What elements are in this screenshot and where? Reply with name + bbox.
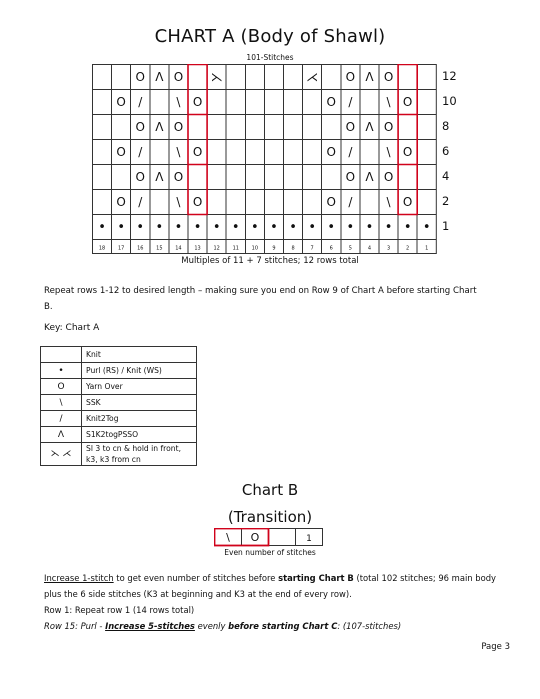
stitch-symbol: O: [116, 195, 126, 209]
stitch-symbol: O: [402, 95, 413, 109]
stitch-symbol: •: [231, 220, 240, 235]
row-label: 8: [442, 119, 450, 133]
stitch-symbol: •: [308, 220, 316, 235]
stitch-symbol: O: [383, 70, 394, 84]
stitch-symbol: •: [384, 220, 393, 235]
row-label: 10: [442, 94, 457, 108]
stitch-symbol: •: [98, 220, 106, 235]
row-label: 2: [442, 194, 450, 208]
stitch-symbol: ⋋: [210, 70, 223, 84]
stitch-symbol: O: [345, 70, 356, 84]
stitch-symbol: O: [326, 195, 336, 209]
chart-b-footer: Even number of stitches: [224, 548, 316, 557]
stitch-symbol: /: [348, 95, 353, 109]
instruction-text: to get even number of stitches before: [113, 573, 279, 583]
column-number: 13: [194, 245, 201, 252]
column-number: 5: [348, 245, 352, 252]
stitch-symbol: \: [226, 531, 230, 544]
stitch-symbol: 1: [306, 534, 312, 544]
instruction-text: evenly: [194, 621, 229, 631]
stitch-symbol: •: [174, 220, 183, 235]
stitch-symbol: /: [138, 95, 143, 109]
stitch-symbol: •: [346, 220, 355, 235]
stitch-symbol: O: [326, 95, 336, 109]
stitch-symbol: •: [155, 220, 164, 235]
key-title: Key: Chart A: [44, 323, 100, 333]
instruction-row-15: [44, 618, 514, 634]
key-row: [41, 411, 197, 427]
stitch-symbol: O: [135, 120, 145, 134]
stitch-symbol: O: [383, 120, 394, 134]
stitch-symbol: •: [289, 220, 297, 235]
stitch-symbol: O: [192, 95, 203, 109]
stitch-symbol: O: [402, 195, 413, 209]
stitch-symbol: ⋌: [306, 70, 319, 84]
column-number: 12: [213, 245, 220, 252]
key-table: [40, 346, 197, 466]
stitch-symbol: Λ: [155, 170, 164, 184]
chart-a-grid: [92, 64, 438, 256]
stitch-symbol: \: [386, 195, 391, 209]
instruction-row-1: Row 1: Repeat row 1 (14 rows total): [44, 605, 195, 615]
key-symbol: \: [41, 395, 82, 411]
stitch-symbol: •: [193, 220, 202, 235]
key-symbol: /: [41, 411, 82, 427]
stitch-symbol: •: [365, 220, 374, 235]
stitch-symbol: /: [138, 195, 143, 209]
key-symbol: ⋋ ⋌: [41, 443, 82, 466]
key-label: S1K2togPSSO: [82, 427, 197, 443]
chart-b-grid: [214, 528, 338, 548]
stitch-symbol: Λ: [155, 120, 164, 134]
stitch-symbol: \: [386, 145, 391, 159]
stitch-symbol: O: [135, 70, 145, 84]
stitch-symbol: \: [176, 195, 181, 209]
stitch-symbol: \: [176, 95, 181, 109]
stitch-symbol: O: [345, 120, 356, 134]
stitch-symbol: •: [251, 220, 259, 235]
column-number: 7: [310, 245, 314, 252]
column-number: 4: [367, 245, 372, 252]
stitch-symbol: O: [135, 170, 145, 184]
instructions: [44, 570, 514, 634]
key-row: [41, 379, 197, 395]
instruction-text: : (107-stitches): [337, 621, 402, 631]
row-label: 1: [442, 219, 450, 233]
key-symbol: [41, 347, 82, 363]
column-number: 2: [406, 245, 410, 252]
column-number: 1: [425, 245, 429, 252]
stitch-symbol: O: [192, 195, 203, 209]
stitch-symbol: •: [403, 220, 412, 235]
column-number: 9: [272, 245, 276, 252]
stitch-symbol: /: [138, 145, 143, 159]
key-symbol: Λ: [41, 427, 82, 443]
stitch-symbol: •: [422, 220, 431, 235]
column-number: 3: [386, 245, 391, 252]
column-number: 6: [329, 245, 333, 252]
chart-b-subtitle: (Transition): [227, 508, 313, 526]
stitch-symbol: O: [345, 170, 356, 184]
key-row: [41, 363, 197, 379]
stitch-symbol: O: [173, 120, 184, 134]
row-label: 4: [442, 169, 450, 183]
stitch-symbol: •: [212, 220, 221, 235]
stitch-symbol: O: [326, 145, 336, 159]
column-number: 18: [98, 245, 106, 252]
key-symbol: O: [41, 379, 82, 395]
stitch-symbol: \: [176, 145, 181, 159]
stitch-symbol: O: [402, 145, 413, 159]
starting-chart-b-text: starting Chart B: [278, 573, 354, 583]
stitch-symbol: •: [136, 220, 145, 235]
column-number: 16: [137, 245, 144, 252]
stitch-symbol: O: [383, 170, 394, 184]
key-label: Yarn Over: [82, 379, 197, 395]
row-label: 6: [442, 144, 450, 158]
stitch-symbol: /: [348, 145, 353, 159]
stitch-symbol: /: [348, 195, 353, 209]
key-row: [41, 443, 197, 466]
stitch-symbol: •: [117, 220, 125, 235]
key-row: [41, 347, 197, 363]
instruction-text: (total 102 stitches; 96 main body plus the 6 side stitches (K3 at beginning and K3 at the end of every row).: [44, 573, 496, 599]
key-label: Knit2Tog: [82, 411, 197, 427]
key-symbol: •: [41, 363, 82, 379]
chart-a-footer: Multiples of 11 + 7 stitches; 12 rows total: [181, 256, 359, 266]
row-label: 12: [442, 69, 457, 83]
key-label: SSK: [82, 395, 197, 411]
column-number: 17: [117, 245, 125, 252]
key-label: Sl 3 to cn & hold in front, k3, k3 from cn: [82, 443, 197, 466]
repeat-note: Repeat rows 1-12 to desired length – making sure you end on Row 9 of Chart A before starting Chart B.: [44, 286, 477, 312]
chart-a-title: CHART A (Body of Shawl): [154, 26, 386, 47]
stitch-symbol: Λ: [365, 70, 374, 84]
column-number: 8: [291, 245, 295, 252]
key-label: Purl (RS) / Knit (WS): [82, 363, 197, 379]
chart-a-subtitle: 101-Stitches: [246, 53, 294, 62]
stitch-symbol: \: [386, 95, 391, 109]
before-chart-c-text: before starting Chart C: [228, 621, 338, 631]
stitch-symbol: Λ: [365, 170, 374, 184]
stitch-symbol: Λ: [155, 70, 164, 84]
column-number: 15: [156, 245, 163, 252]
column-number: 11: [232, 245, 239, 252]
increase-1-stitch-text: Increase 1-stitch: [44, 573, 114, 583]
stitch-symbol: O: [116, 145, 126, 159]
stitch-symbol: O: [192, 145, 203, 159]
instruction-increase: [44, 570, 514, 602]
stitch-symbol: O: [173, 70, 184, 84]
key-row: [41, 395, 197, 411]
stitch-symbol: O: [173, 170, 184, 184]
key-row: [41, 427, 197, 443]
stitch-symbol: O: [116, 95, 126, 109]
stitch-symbol: •: [270, 220, 278, 235]
stitch-symbol: O: [250, 531, 260, 544]
instruction-text: Row 15: Purl -: [44, 621, 106, 631]
stitch-symbol: Λ: [365, 120, 374, 134]
chart-b-title: Chart B: [241, 481, 299, 499]
key-label: Knit: [82, 347, 197, 363]
stitch-symbol: •: [327, 220, 336, 235]
column-number: 14: [175, 245, 182, 252]
increase-5-stitches-text: Increase 5-stitches: [105, 621, 195, 631]
page-number: Page 3: [481, 642, 510, 652]
column-number: 10: [251, 245, 259, 252]
